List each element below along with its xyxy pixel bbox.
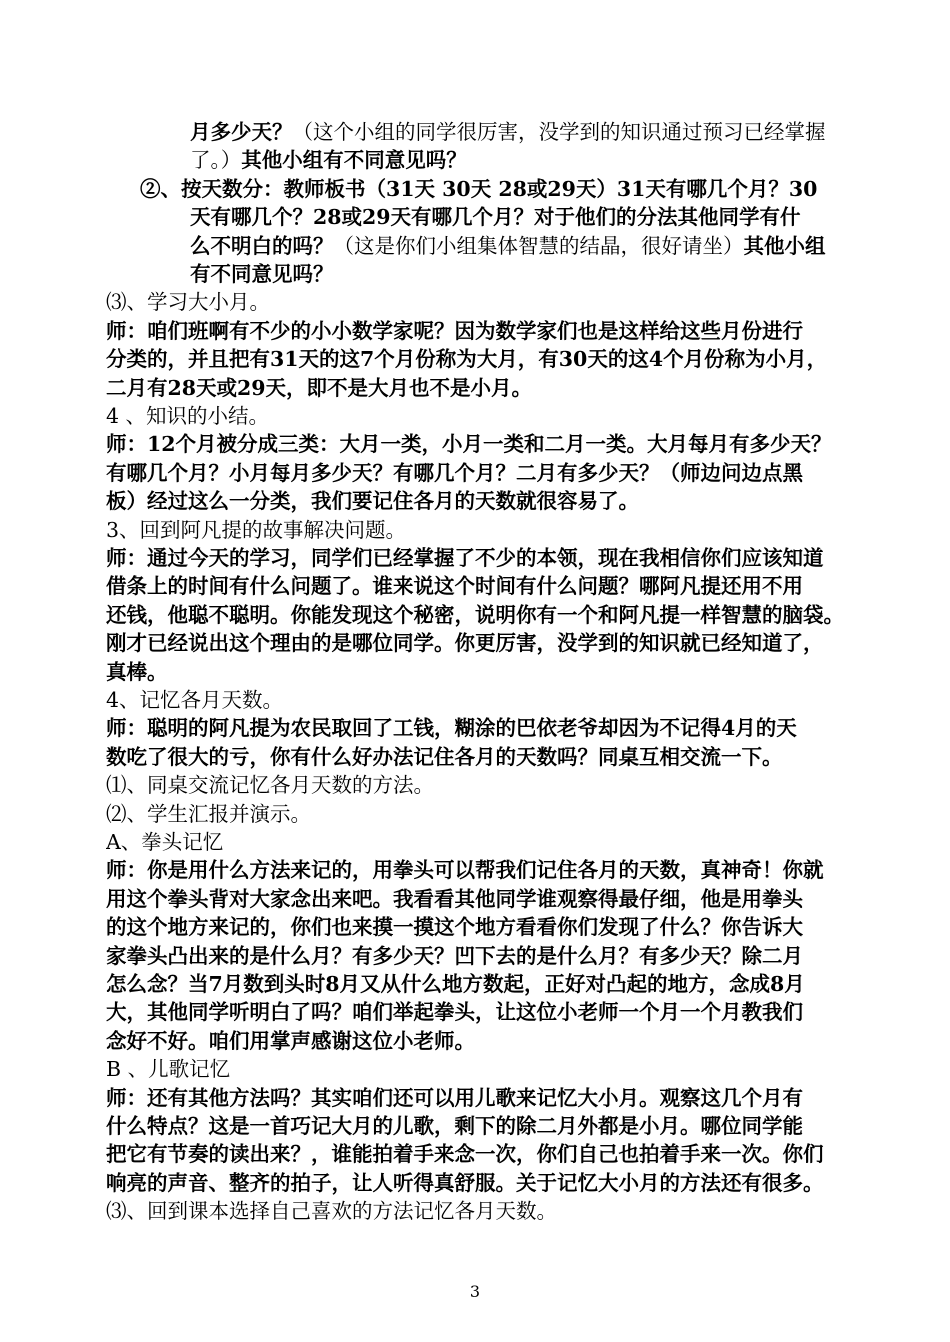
text-line: [106, 286, 866, 318]
text-run: 师：你是用什么方法来记的，用拳头可以帮我们记住各月的天数，真神奇！你就: [106, 858, 824, 882]
text-run: ⑶、回到课本选择自己喜欢的方法记忆各月天数。: [106, 1199, 557, 1223]
text-run: 数吃了很大的亏，你有什么好办法记住各月的天数吗？同桌互相交流一下。: [106, 745, 783, 769]
text-line: [106, 769, 866, 801]
text-run: 么不明白的吗？: [190, 234, 334, 258]
text-run: 师：聪明的阿凡提为农民取回了工钱，糊涂的巴依老爷却因为不记得4月的天: [106, 716, 797, 740]
text-line: [190, 144, 860, 176]
text-run: B 、儿歌记忆: [106, 1057, 231, 1081]
text-run: 刚才已经说出这个理由的是哪位同学。你更厉害，没学到的知识就已经知道了，: [106, 631, 824, 655]
text-line: [106, 1195, 866, 1227]
text-run: 其他小组有不同意见吗？: [241, 148, 467, 172]
text-run: 4、记忆各月天数。: [106, 688, 284, 712]
text-run: 3、回到阿凡提的故事解决问题。: [106, 518, 407, 542]
text-line: [106, 911, 866, 943]
text-run: 师：咱们班啊有不少的小小数学家呢？因为数学家们也是这样给这些月份进行: [106, 319, 803, 343]
text-run: 念好不好。咱们用掌声感谢这位小老师。: [106, 1029, 475, 1053]
text-run: 怎么念？当7月数到头时8月又从什么地方数起，正好对凸起的地方，念成8月: [106, 972, 805, 996]
text-line: [106, 343, 866, 375]
text-run: 师：还有其他方法吗？其实咱们还可以用儿歌来记忆大小月。观察这几个月有: [106, 1086, 803, 1110]
text-run: ②、按天数分：教师板书（31天 30天 28或29天）31天有哪几个月？30: [140, 177, 818, 201]
text-run: 真棒。: [106, 660, 168, 684]
text-run: 板）经过这么一分类，我们要记住各月的天数就很容易了。: [106, 489, 639, 513]
text-run: （这是你们小组集体智慧的结晶，很好请坐）: [333, 234, 744, 258]
text-run: 了。）: [190, 148, 242, 172]
text-run: 的这个地方来记的，你们也来摸一摸这个地方看看你们发现了什么？你告诉大: [106, 915, 803, 939]
text-line: [106, 996, 866, 1028]
text-line: [106, 485, 866, 517]
text-run: 月多少天？: [190, 120, 293, 144]
text-run: 天有哪几个？28或29天有哪几个月？对于他们的分法其他同学有什: [190, 205, 801, 229]
text-line: [106, 428, 866, 460]
text-line: [190, 201, 860, 233]
text-line: [106, 1053, 866, 1085]
text-run: ⑶、学习大小月。: [106, 290, 270, 314]
text-run: 师：12个月被分成三类：大月一类，小月一类和二月一类。大月每月有多少天？: [106, 432, 832, 456]
text-run: 响亮的声音、整齐的拍子，让人听得真舒服。关于记忆大小月的方法还有很多。: [106, 1171, 824, 1195]
text-run: 还钱，他聪不聪明。你能发现这个秘密，说明你有一个和阿凡提一样智慧的脑袋。: [106, 603, 844, 627]
text-run: 借条上的时间有什么问题了。谁来说这个时间有什么问题？哪阿凡提还用不用: [106, 574, 803, 598]
text-run: ⑴、同桌交流记忆各月天数的方法。: [106, 773, 434, 797]
text-line: [106, 570, 866, 602]
text-run: 其他小组: [743, 234, 826, 258]
text-run: （这个小组的同学很厉害，没学到的知识通过预习已经掌握: [292, 120, 826, 144]
text-run: 师：通过今天的学习，同学们已经掌握了不少的本领，现在我相信你们应该知道: [106, 546, 824, 570]
text-run: 把它有节奏的读出来？，谁能拍着手来念一次，你们自己也拍着手来一次。你们: [106, 1142, 824, 1166]
text-run: 家拳头凸出来的是什么月？有多少天？凹下去的是什么月？有多少天？除二月: [106, 944, 803, 968]
text-run: 用这个拳头背对大家念出来吧。我看看其他同学谁观察得最仔细，他是用拳头: [106, 887, 803, 911]
text-run: 有不同意见吗？: [190, 262, 334, 286]
text-run: 大，其他同学听明白了吗？咱们举起拳头，让这位小老师一个月一个月教我们: [106, 1000, 803, 1024]
text-run: 二月有28天或29天，即不是大月也不是小月。: [106, 376, 533, 400]
text-line: [106, 854, 866, 886]
text-run: A、拳头记忆: [106, 830, 224, 854]
page-number: 3: [469, 1282, 481, 1301]
text-line: [106, 1138, 866, 1170]
text-run: 分类的，并且把有31天的这7个月份称为大月，有30天的这4个月份称为小月，: [106, 347, 828, 371]
text-run: 4 、知识的小结。: [106, 404, 270, 428]
text-run: 有哪几个月？小月每月多少天？有哪几个月？二月有多少天？（师边问边点黑: [106, 461, 803, 485]
text-line: [106, 712, 866, 744]
text-run: ⑵、学生汇报并演示。: [106, 802, 311, 826]
text-line: [106, 627, 866, 659]
text-run: 什么特点？这是一首巧记大月的儿歌，剩下的除二月外都是小月。哪位同学能: [106, 1114, 803, 1138]
